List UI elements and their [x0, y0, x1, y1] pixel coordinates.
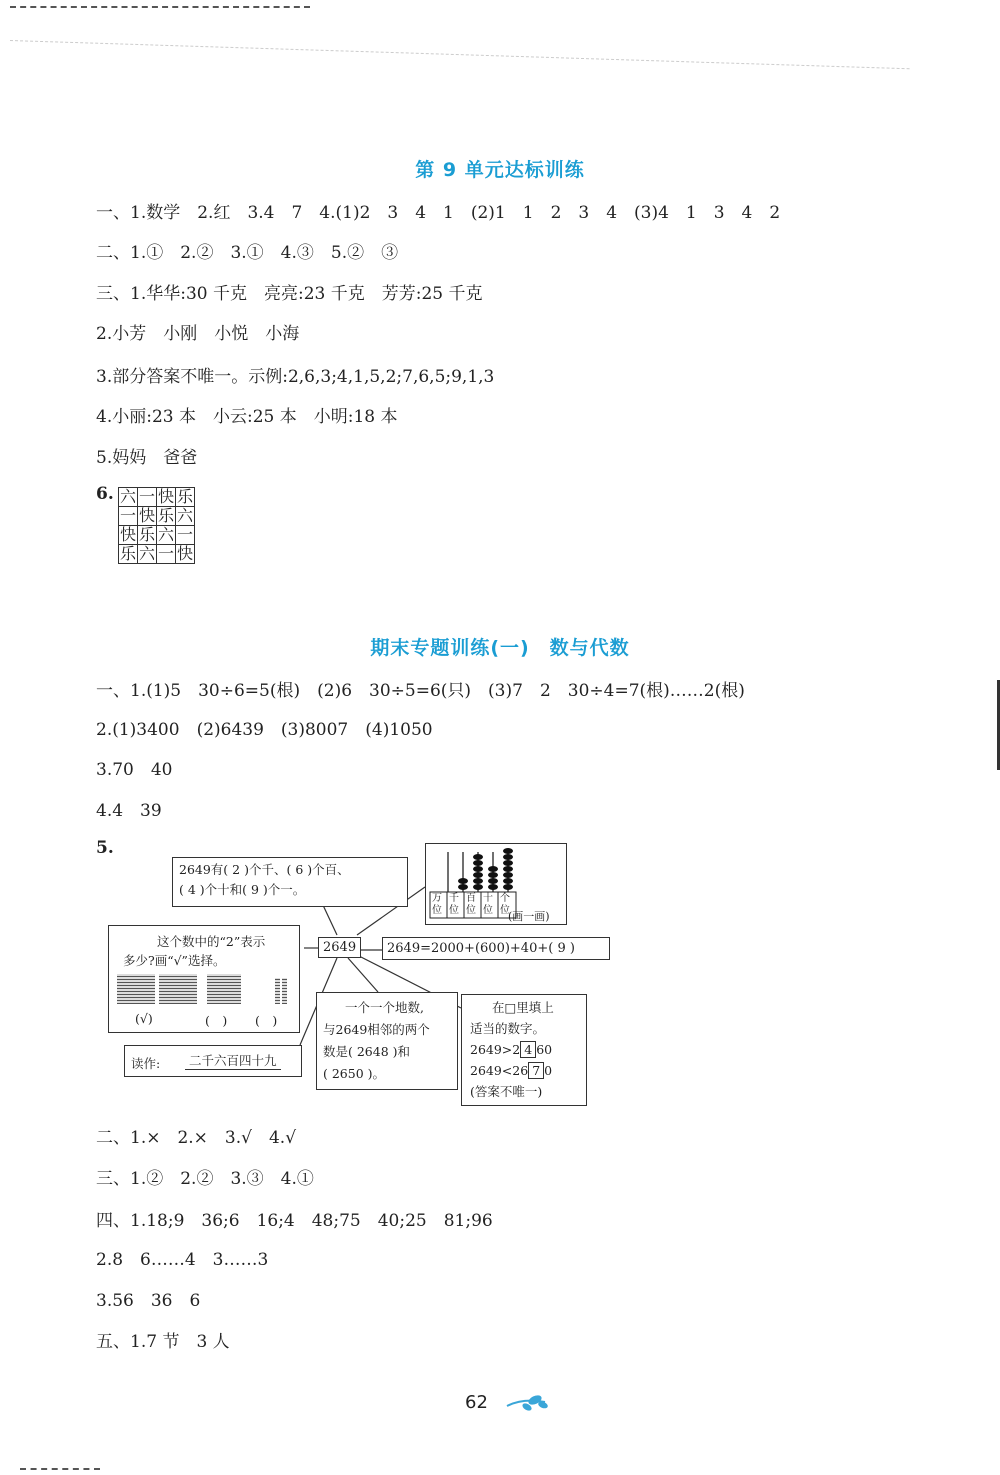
question-5-label: 5. [96, 838, 114, 858]
grid-cell: 快 [119, 525, 136, 544]
fill-text: 0 [544, 1063, 553, 1078]
hundred-flat-icon [207, 974, 241, 1004]
center-number: 2649 [318, 937, 361, 958]
digit-meaning-text: 这个数中的“2”表示 [157, 934, 266, 949]
fill-digit-box [461, 994, 587, 1106]
grid-cell: 一 [157, 544, 174, 563]
abacus-box [425, 843, 567, 925]
neighbors-text: 数是( 2648 )和 [323, 1044, 411, 1059]
ten-rod-icon [275, 978, 280, 1004]
abacus-note: (画一画) [508, 910, 550, 923]
answer-line: 一、1.(1)5 30÷6=5(根) (2)6 30÷5=6(只) (3)7 2 30÷4=7(根)……2(根) [96, 681, 745, 701]
place-value-text: ( 4 )个十和( 9 )个一。 [179, 882, 306, 897]
grid-cell: 六 [176, 506, 193, 525]
grid-cell: 乐 [119, 544, 136, 563]
section2-title: 期末专题训练(一) 数与代数 [370, 637, 630, 659]
ten-rod-icon [282, 978, 287, 1004]
grid-cell: 一 [176, 525, 193, 544]
fill-row [470, 1060, 586, 1081]
grid-cell: 六 [119, 487, 136, 506]
neighbors-text: ( 2650 )。 [323, 1066, 386, 1081]
choice-mark: (√) [135, 1011, 153, 1026]
answer-line: 2.小芳 小刚 小悦 小海 [96, 324, 300, 344]
reading-label: 读作: [131, 1056, 161, 1071]
answer-line: 3.56 36 6 [96, 1291, 201, 1311]
abacus-label: 百位 [466, 893, 476, 916]
digit-square: 7 [528, 1062, 544, 1079]
answer-line: 三、1.② 2.② 3.③ 4.① [96, 1169, 314, 1189]
grid-cell: 乐 [157, 506, 174, 525]
fill-text: 60 [536, 1042, 553, 1057]
answer-line: 5.妈妈 爸爸 [96, 448, 198, 468]
answer-line: 四、1.18;9 36;6 16;4 48;75 40;25 81;96 [96, 1211, 493, 1231]
neighbors-text: 与2649相邻的两个 [323, 1022, 430, 1037]
grid-cell: 一 [138, 487, 155, 506]
page-number: 62 [465, 1392, 488, 1413]
grid-cell: 六 [138, 544, 155, 563]
digit-meaning-box [108, 925, 300, 1033]
answer-line: 二、1.① 2.② 3.① 4.③ 5.② ③ [96, 243, 399, 263]
grid-cell: 快 [157, 487, 174, 506]
question-6-label: 6. [96, 484, 114, 504]
answer-line: 二、1.× 2.× 3.√ 4.√ [96, 1128, 297, 1148]
grid-cell: 乐 [176, 487, 193, 506]
thousand-cube-icon [159, 974, 197, 1004]
reading-value: 二千六百四十九 [185, 1051, 281, 1070]
fill-text: 在□里填上 [492, 1000, 554, 1015]
answer-line: 2.8 6……4 3……3 [96, 1250, 269, 1270]
equation-box: 2649=2000+(600)+40+( 9 ) [382, 937, 610, 960]
choice-mark: ( ) [205, 1013, 228, 1028]
leaf-decoration-icon [505, 1392, 551, 1414]
fill-text: 适当的数字。 [470, 1021, 546, 1036]
answer-line: 2.(1)3400 (2)6439 (3)8007 (4)1050 [96, 720, 433, 740]
grid-cell: 六 [157, 525, 174, 544]
fill-row [470, 1039, 586, 1060]
grid-cell: 快 [138, 506, 155, 525]
answer-line: 3.部分答案不唯一。示例:2,6,3;4,1,5,2;7,6,5;9,1,3 [96, 367, 495, 387]
choice-mark: ( ) [255, 1013, 278, 1028]
digit-meaning-text: 多少?画“√”选择。 [123, 953, 226, 968]
answer-line: 一、1.数学 2.红 3.4 7 4.(1)2 3 4 1 (2)1 1 2 3 4 (3)4 1 3 4 2 [96, 203, 781, 223]
digit-square: 4 [520, 1041, 536, 1058]
place-value-box [172, 857, 408, 907]
answer-line: 3.70 40 [96, 760, 173, 780]
abacus-label: 千位 [449, 893, 459, 916]
fill-text: 2649<26 [470, 1063, 529, 1078]
thousand-cube-icon [117, 974, 155, 1004]
fill-text: (答案不唯一) [470, 1084, 543, 1099]
grid-cell: 快 [176, 544, 193, 563]
grid-cell: 乐 [138, 525, 155, 544]
answer-line: 三、1.华华:30 千克 亮亮:23 千克 芳芳:25 千克 [96, 284, 483, 304]
place-value-text: 2649有( 2 )个千、( 6 )个百、 [179, 862, 350, 877]
answer-line: 4.小丽:23 本 小云:25 本 小明:18 本 [96, 407, 398, 427]
answer-line: 4.4 39 [96, 801, 162, 821]
scan-marks-bottom [20, 1468, 100, 1472]
neighbors-text: 一个一个地数, [345, 1000, 424, 1015]
abacus-label: 个位 [500, 893, 510, 916]
reading-box [124, 1045, 302, 1077]
answer-line: 五、1.7 节 3 人 [96, 1332, 230, 1352]
abacus-label: 万位 [432, 893, 442, 916]
abacus-label: 十位 [483, 893, 493, 916]
section1-title: 第 9 单元达标训练 [415, 159, 585, 181]
fill-text: 2649>2 [470, 1042, 521, 1057]
neighbors-box [316, 992, 458, 1090]
grid-cell: 一 [119, 506, 136, 525]
